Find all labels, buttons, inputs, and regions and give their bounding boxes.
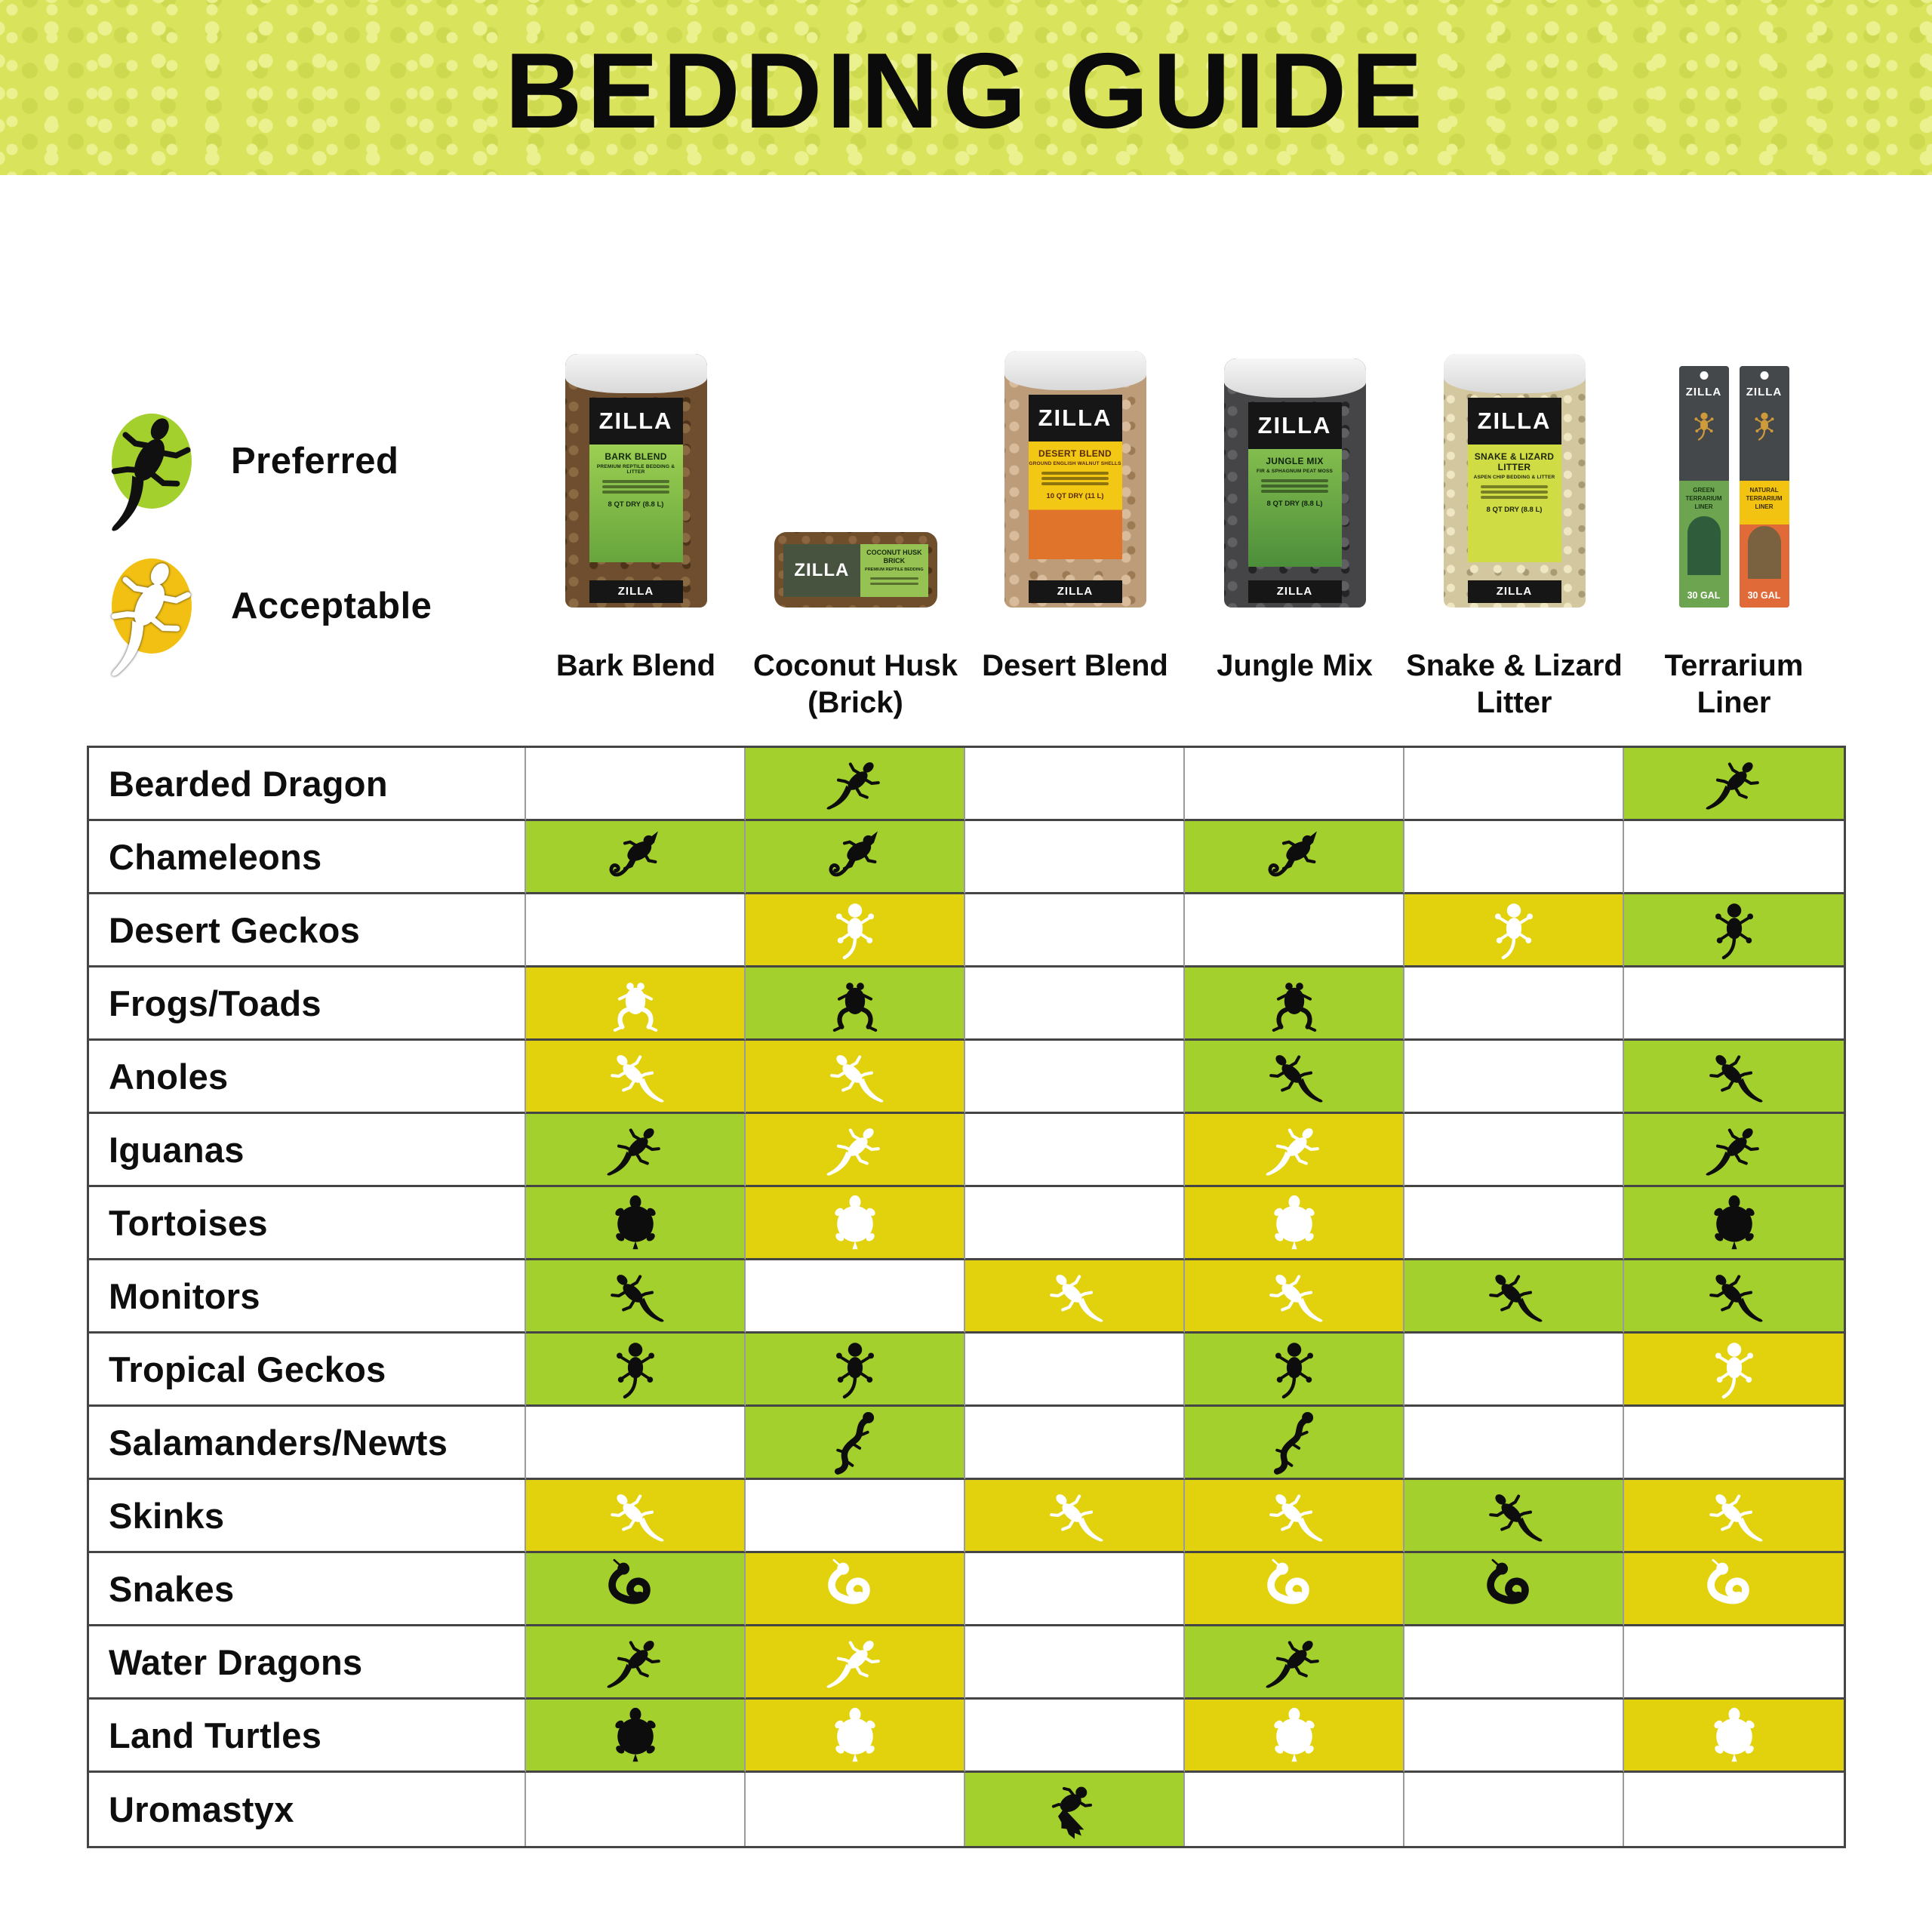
anole-icon — [602, 1043, 669, 1109]
column-label-terrarium-liner: Terrarium Liner — [1664, 649, 1804, 719]
matrix-cell-chameleons-coconut-husk-brick — [746, 821, 965, 894]
legend-item-preferred — [112, 414, 432, 509]
skink-icon — [1481, 1482, 1547, 1549]
monitor-icon — [1481, 1263, 1547, 1329]
matrix-cell-tortoises-terrarium-liner — [1624, 1187, 1844, 1260]
matrix-cell-skinks-snake-lizard-litter — [1404, 1480, 1624, 1553]
animal-row-label-land-turtles: Land Turtles — [89, 1700, 526, 1773]
bag-crimp — [1224, 358, 1366, 398]
skink-icon — [1041, 1482, 1108, 1549]
matrix-cell-desert-geckos-jungle-mix — [1185, 894, 1404, 968]
anole-icon — [1261, 1043, 1327, 1109]
liner-title: GREEN TERRARIUM LINER — [1685, 487, 1722, 510]
bearded-dragon-icon — [822, 750, 888, 817]
bag-label-subtitle: GROUND ENGLISH WALNUT SHELLS — [1029, 461, 1121, 466]
snake-icon — [1261, 1555, 1327, 1622]
column-label-bark-blend: Bark Blend — [555, 649, 716, 682]
matrix-cell-skinks-terrarium-liner — [1624, 1480, 1844, 1553]
matrix-cell-land-turtles-bark-blend — [526, 1700, 746, 1773]
matrix-cell-monitors-desert-blend — [965, 1260, 1185, 1334]
animal-row-label-monitors: Monitors — [89, 1260, 526, 1334]
gecko-icon — [1481, 897, 1547, 963]
matrix-cell-uromastyx-bark-blend — [526, 1773, 746, 1846]
acceptable-lizard-icon — [65, 530, 227, 692]
matrix-cell-uromastyx-jungle-mix — [1185, 1773, 1404, 1846]
matrix-cell-snakes-terrarium-liner — [1624, 1553, 1844, 1626]
zilla-logo: ZILLA — [1685, 386, 1722, 398]
chameleon-icon — [602, 823, 669, 890]
product-packages-row — [526, 343, 1844, 608]
matrix-cell-salamanders-newts-jungle-mix — [1185, 1407, 1404, 1480]
salamander-icon — [822, 1409, 888, 1475]
column-label-desert-blend: Desert Blend — [982, 649, 1168, 682]
bedding-matrix — [87, 746, 1846, 1848]
matrix-cell-desert-geckos-terrarium-liner — [1624, 894, 1844, 968]
monitor-icon — [602, 1263, 669, 1329]
gecko-icon — [1748, 405, 1781, 447]
package-terrarium-liner — [1624, 343, 1844, 608]
matrix-cell-uromastyx-snake-lizard-litter — [1404, 1773, 1624, 1846]
matrix-cell-desert-geckos-coconut-husk-brick — [746, 894, 965, 968]
zilla-logo: ZILLA — [783, 544, 861, 597]
bag-label — [1029, 441, 1122, 559]
bag-label-subtitle: ASPEN CHIP BEDDING & LITTER — [1473, 475, 1555, 480]
matrix-cell-snakes-desert-blend — [965, 1553, 1185, 1626]
matrix-cell-anoles-jungle-mix — [1185, 1041, 1404, 1114]
gecko-icon — [602, 1336, 669, 1402]
matrix-cell-desert-geckos-desert-blend — [965, 894, 1185, 968]
animal-row-label-iguanas: Iguanas — [89, 1114, 526, 1187]
matrix-cell-salamanders-newts-snake-lizard-litter — [1404, 1407, 1624, 1480]
matrix-cell-monitors-coconut-husk-brick — [746, 1260, 965, 1334]
liner-lower — [1679, 481, 1729, 608]
iguana-icon — [822, 1116, 888, 1183]
gecko-icon — [1687, 405, 1721, 447]
iguana-icon — [1701, 1116, 1767, 1183]
skink-icon — [1701, 1482, 1767, 1549]
jungle-mix-bag — [1224, 358, 1366, 608]
water-dragon-icon — [822, 1629, 888, 1695]
bag-label-subtitle: PREMIUM REPTILE BEDDING & LITTER — [596, 464, 675, 475]
gecko-icon — [1701, 897, 1767, 963]
bag-label-subtitle: FIR & SPHAGNUM PEAT MOSS — [1256, 469, 1334, 474]
matrix-cell-tropical-geckos-bark-blend — [526, 1334, 746, 1407]
matrix-cell-monitors-terrarium-liner — [1624, 1260, 1844, 1334]
bag-size: 8 QT DRY (8.8 L) — [1266, 499, 1323, 508]
animal-row-label-tortoises: Tortoises — [89, 1187, 526, 1260]
monitor-icon — [1041, 1263, 1108, 1329]
package-coconut-husk — [746, 343, 965, 608]
liner-window — [1687, 516, 1721, 575]
matrix-cell-iguanas-desert-blend — [965, 1114, 1185, 1187]
animal-row-label-salamanders-newts: Salamanders/Newts — [89, 1407, 526, 1480]
matrix-cell-tropical-geckos-coconut-husk-brick — [746, 1334, 965, 1407]
brick-label-right — [860, 544, 928, 597]
matrix-cell-tropical-geckos-jungle-mix — [1185, 1334, 1404, 1407]
matrix-cell-anoles-bark-blend — [526, 1041, 746, 1114]
frog-icon — [822, 970, 888, 1036]
matrix-cell-frogs-toads-coconut-husk-brick — [746, 968, 965, 1041]
matrix-cell-tortoises-jungle-mix — [1185, 1187, 1404, 1260]
anole-icon — [1701, 1043, 1767, 1109]
bag-crimp — [565, 354, 707, 393]
label-fineprint — [1248, 479, 1342, 493]
zilla-logo: ZILLA — [1029, 395, 1122, 441]
matrix-cell-frogs-toads-desert-blend — [965, 968, 1185, 1041]
turtle-icon — [1701, 1702, 1767, 1768]
matrix-cell-land-turtles-snake-lizard-litter — [1404, 1700, 1624, 1773]
matrix-cell-water-dragons-desert-blend — [965, 1626, 1185, 1700]
preferred-label: Preferred — [231, 441, 399, 481]
matrix-cell-anoles-coconut-husk-brick — [746, 1041, 965, 1114]
matrix-cell-tortoises-coconut-husk-brick — [746, 1187, 965, 1260]
matrix-cell-iguanas-coconut-husk-brick — [746, 1114, 965, 1187]
matrix-cell-water-dragons-terrarium-liner — [1624, 1626, 1844, 1700]
animal-row-label-uromastyx: Uromastyx — [89, 1773, 526, 1846]
banner — [0, 0, 1932, 175]
turtle-icon — [822, 1702, 888, 1768]
matrix-cell-salamanders-newts-desert-blend — [965, 1407, 1185, 1480]
matrix-cell-tortoises-desert-blend — [965, 1187, 1185, 1260]
matrix-cell-desert-geckos-bark-blend — [526, 894, 746, 968]
matrix-cell-land-turtles-terrarium-liner — [1624, 1700, 1844, 1773]
bag-label-title: JUNGLE MIX — [1266, 456, 1324, 466]
matrix-cell-bearded-dragon-desert-blend — [965, 748, 1185, 821]
matrix-cell-salamanders-newts-terrarium-liner — [1624, 1407, 1844, 1480]
matrix-cell-snakes-coconut-husk-brick — [746, 1553, 965, 1626]
preferred-circle — [112, 414, 192, 509]
matrix-cell-skinks-bark-blend — [526, 1480, 746, 1553]
anole-icon — [822, 1043, 888, 1109]
matrix-cell-tortoises-snake-lizard-litter — [1404, 1187, 1624, 1260]
gecko-icon — [822, 1336, 888, 1402]
matrix-cell-anoles-desert-blend — [965, 1041, 1185, 1114]
tortoise-icon — [1261, 1189, 1327, 1256]
matrix-cell-tropical-geckos-desert-blend — [965, 1334, 1185, 1407]
liner-title: NATURAL TERRARIUM LINER — [1740, 481, 1789, 525]
column-label-coconut-husk: Coconut Husk (Brick) — [752, 649, 958, 719]
zilla-logo-small: ZILLA — [1248, 580, 1342, 603]
bag-crimp — [1004, 351, 1146, 390]
frog-icon — [1261, 970, 1327, 1036]
zilla-logo: ZILLA — [1248, 402, 1342, 449]
turtle-icon — [602, 1702, 669, 1768]
desert-blend-bag — [1004, 351, 1146, 608]
matrix-cell-anoles-terrarium-liner — [1624, 1041, 1844, 1114]
matrix-cell-monitors-snake-lizard-litter — [1404, 1260, 1624, 1334]
matrix-cell-chameleons-snake-lizard-litter — [1404, 821, 1624, 894]
gecko-icon — [1701, 1336, 1767, 1402]
animal-row-label-chameleons: Chameleons — [89, 821, 526, 894]
frog-icon — [602, 970, 669, 1036]
matrix-cell-frogs-toads-bark-blend — [526, 968, 746, 1041]
natural-terrarium-liner-box — [1740, 366, 1789, 608]
chameleon-icon — [822, 823, 888, 890]
acceptable-circle — [112, 558, 192, 654]
iguana-icon — [1261, 1116, 1327, 1183]
matrix-cell-water-dragons-coconut-husk-brick — [746, 1626, 965, 1700]
matrix-cell-land-turtles-jungle-mix — [1185, 1700, 1404, 1773]
snake-icon — [602, 1555, 669, 1622]
zilla-logo-small: ZILLA — [1029, 580, 1122, 603]
matrix-cell-chameleons-desert-blend — [965, 821, 1185, 894]
bag-label — [1468, 445, 1561, 562]
matrix-cell-frogs-toads-snake-lizard-litter — [1404, 968, 1624, 1041]
matrix-cell-tropical-geckos-snake-lizard-litter — [1404, 1334, 1624, 1407]
bag-crimp — [1444, 354, 1586, 393]
animal-row-label-bearded-dragon: Bearded Dragon — [89, 748, 526, 821]
brick-subtitle: PREMIUM REPTILE BEDDING — [865, 567, 924, 572]
bag-size: 8 QT DRY (8.8 L) — [608, 500, 664, 509]
matrix-cell-bearded-dragon-coconut-husk-brick — [746, 748, 965, 821]
tortoise-icon — [1701, 1189, 1767, 1256]
tortoise-icon — [822, 1189, 888, 1256]
skink-icon — [1261, 1482, 1327, 1549]
bag-label — [1248, 449, 1342, 567]
matrix-cell-land-turtles-desert-blend — [965, 1700, 1185, 1773]
legend — [112, 414, 432, 703]
page-title: BEDDING GUIDE — [505, 31, 1427, 151]
zilla-logo-small: ZILLA — [589, 580, 683, 603]
gecko-icon — [822, 897, 888, 963]
zilla-logo: ZILLA — [1468, 398, 1561, 445]
matrix-cell-bearded-dragon-bark-blend — [526, 748, 746, 821]
matrix-cell-tortoises-bark-blend — [526, 1187, 746, 1260]
column-label-jungle-mix: Jungle Mix — [1217, 649, 1373, 682]
matrix-cell-land-turtles-coconut-husk-brick — [746, 1700, 965, 1773]
matrix-cell-chameleons-terrarium-liner — [1624, 821, 1844, 894]
matrix-cell-iguanas-jungle-mix — [1185, 1114, 1404, 1187]
matrix-cell-skinks-desert-blend — [965, 1480, 1185, 1553]
salamander-icon — [1261, 1409, 1327, 1475]
gecko-icon — [1261, 1336, 1327, 1402]
animal-row-label-anoles: Anoles — [89, 1041, 526, 1114]
package-bark-blend — [526, 343, 746, 608]
water-dragon-icon — [602, 1629, 669, 1695]
acceptable-label: Acceptable — [231, 586, 432, 626]
matrix-cell-iguanas-snake-lizard-litter — [1404, 1114, 1624, 1187]
bag-size: 10 QT DRY (11 L) — [1046, 491, 1104, 500]
matrix-cell-bearded-dragon-snake-lizard-litter — [1404, 748, 1624, 821]
liner-size: 30 GAL — [1747, 590, 1781, 601]
coconut-husk-brick — [774, 532, 937, 608]
animal-row-label-desert-geckos: Desert Geckos — [89, 894, 526, 968]
matrix-cell-snakes-snake-lizard-litter — [1404, 1553, 1624, 1626]
snake-lizard-litter-bag — [1444, 354, 1586, 608]
package-desert-blend — [965, 343, 1185, 608]
matrix-cell-anoles-snake-lizard-litter — [1404, 1041, 1624, 1114]
bag-label-title: DESERT BLEND — [1038, 448, 1112, 459]
matrix-cell-uromastyx-desert-blend — [965, 1773, 1185, 1846]
tortoise-icon — [602, 1189, 669, 1256]
label-fineprint — [860, 577, 928, 586]
zilla-logo: ZILLA — [1746, 386, 1783, 398]
snake-icon — [822, 1555, 888, 1622]
label-fineprint — [1029, 472, 1122, 485]
bag-label — [589, 445, 683, 562]
matrix-cell-skinks-coconut-husk-brick — [746, 1480, 965, 1553]
liner-window — [1748, 526, 1781, 579]
animal-row-label-water-dragons: Water Dragons — [89, 1626, 526, 1700]
monitor-icon — [1701, 1263, 1767, 1329]
bark-blend-bag — [565, 354, 707, 608]
matrix-cell-water-dragons-jungle-mix — [1185, 1626, 1404, 1700]
matrix-cell-uromastyx-coconut-husk-brick — [746, 1773, 965, 1846]
legend-item-acceptable — [112, 558, 432, 654]
column-label-snake-lizard-litter: Snake & Lizard Litter — [1406, 649, 1623, 719]
matrix-cell-uromastyx-terrarium-liner — [1624, 1773, 1844, 1846]
bag-label-title: SNAKE & LIZARD LITTER — [1474, 451, 1555, 472]
matrix-cell-tropical-geckos-terrarium-liner — [1624, 1334, 1844, 1407]
uromastyx-icon — [1041, 1777, 1108, 1843]
green-terrarium-liner-box — [1679, 366, 1729, 608]
zilla-logo-small: ZILLA — [1468, 580, 1561, 603]
terrarium-liner-boxes — [1679, 366, 1789, 608]
liner-lower — [1740, 525, 1789, 608]
snake-icon — [1701, 1555, 1767, 1622]
skink-icon — [602, 1482, 669, 1549]
monitor-icon — [1261, 1263, 1327, 1329]
matrix-cell-desert-geckos-snake-lizard-litter — [1404, 894, 1624, 968]
package-snake-lizard-litter — [1404, 343, 1624, 608]
matrix-cell-water-dragons-bark-blend — [526, 1626, 746, 1700]
matrix-cell-chameleons-jungle-mix — [1185, 821, 1404, 894]
matrix-cell-skinks-jungle-mix — [1185, 1480, 1404, 1553]
iguana-icon — [602, 1116, 669, 1183]
matrix-cell-salamanders-newts-coconut-husk-brick — [746, 1407, 965, 1480]
matrix-cell-chameleons-bark-blend — [526, 821, 746, 894]
matrix-cell-bearded-dragon-terrarium-liner — [1624, 748, 1844, 821]
label-fineprint — [1468, 485, 1561, 499]
turtle-icon — [1261, 1702, 1327, 1768]
matrix-cell-iguanas-bark-blend — [526, 1114, 746, 1187]
matrix-cell-monitors-jungle-mix — [1185, 1260, 1404, 1334]
product-column-labels — [526, 648, 1844, 721]
matrix-cell-frogs-toads-terrarium-liner — [1624, 968, 1844, 1041]
water-dragon-icon — [1261, 1629, 1327, 1695]
matrix-cell-bearded-dragon-jungle-mix — [1185, 748, 1404, 821]
animal-row-label-tropical-geckos: Tropical Geckos — [89, 1334, 526, 1407]
matrix-cell-snakes-jungle-mix — [1185, 1553, 1404, 1626]
matrix-cell-snakes-bark-blend — [526, 1553, 746, 1626]
bag-label-title: BARK BLEND — [605, 451, 667, 462]
matrix-cell-frogs-toads-jungle-mix — [1185, 968, 1404, 1041]
zilla-logo: ZILLA — [589, 398, 683, 445]
label-fineprint — [589, 480, 683, 494]
preferred-lizard-icon — [65, 385, 227, 547]
liner-size: 30 GAL — [1687, 590, 1721, 601]
animal-row-label-skinks: Skinks — [89, 1480, 526, 1553]
animal-row-label-snakes: Snakes — [89, 1553, 526, 1626]
bag-size: 8 QT DRY (8.8 L) — [1486, 505, 1543, 514]
chameleon-icon — [1261, 823, 1327, 890]
brick-label — [783, 544, 928, 597]
matrix-cell-water-dragons-snake-lizard-litter — [1404, 1626, 1624, 1700]
brick-title: COCONUT HUSK BRICK — [866, 549, 922, 565]
matrix-cell-monitors-bark-blend — [526, 1260, 746, 1334]
matrix-cell-iguanas-terrarium-liner — [1624, 1114, 1844, 1187]
matrix-cell-salamanders-newts-bark-blend — [526, 1407, 746, 1480]
bearded-dragon-icon — [1701, 750, 1767, 817]
animal-row-label-frogs-toads: Frogs/Toads — [89, 968, 526, 1041]
package-jungle-mix — [1185, 343, 1404, 608]
snake-icon — [1481, 1555, 1547, 1622]
